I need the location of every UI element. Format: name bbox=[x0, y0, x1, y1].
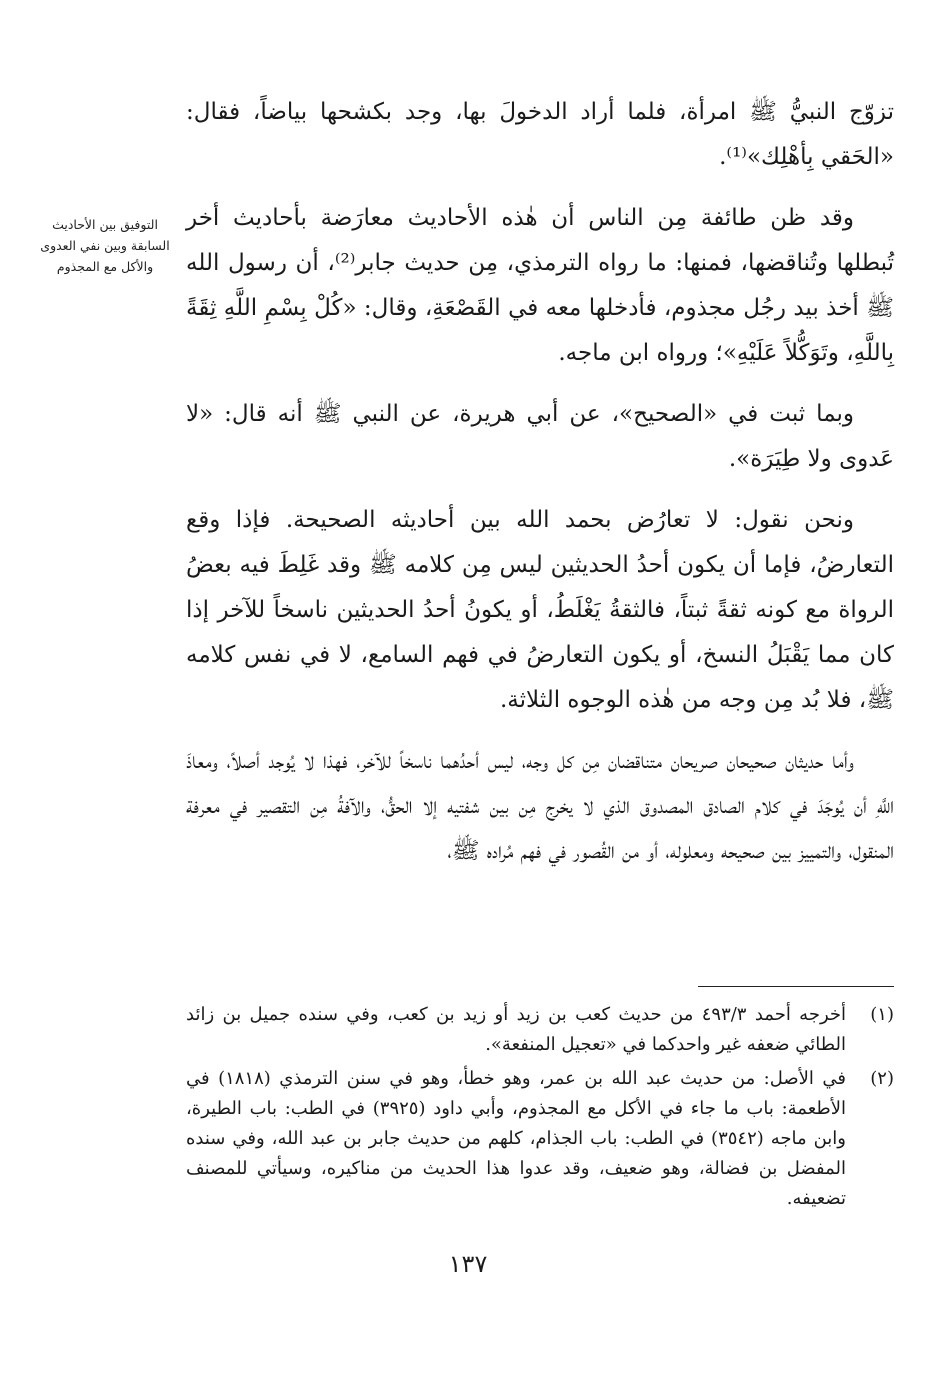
footnote-text: أخرجه أحمد ٤٩٣/٣ من حديث كعب بن زيد أو زيد بن كعب، وفي سنده جميل بن زائد الطائي ضعفه غير واحدكما في «تعجيل المنفعة». bbox=[186, 1004, 847, 1055]
paragraph-3: وبما ثبت في «الصحيح»، عن أبي هريرة، عن النبي ﷺ أنه قال: «لا عَدوى ولا طِيَرَة». bbox=[186, 401, 894, 472]
footnote-number: (١) bbox=[870, 1004, 894, 1025]
footnote-text: في الأصل: من حديث عبد الله بن عمر، وهو خطأ، وهو في سنن الترمذي (١٨١٨) في الأطعمة: باب ما جاء في الأكل مع المجذوم، وأبي داود (٣٩٢٥) في الطب: باب الطيرة، وابن ماجه (٣٥٤٢) في الطب: باب الجذام، كلهم من حديث جابر بن عبد الله، وفي سنده المفضل بن فضالة، وهو ضعيف، وقد عدوا هذا الحديث من مناكيره، وسيأتي للمصنف تضعيفه. bbox=[186, 1068, 847, 1209]
paragraph-2: وقد ظن طائفة مِن الناس أن هٰذه الأحاديث معارَضة بأحاديث أخر تُبطلها وتُناقضها، فمنها: ما رواه الترمذي، مِن حديث جابر⁽²⁾، أن رسول الله ﷺ أخذ بيد رجُل مجذوم، فأدخلها معه في القَصْعَةِ، وقال: «كُلْ بِسْمِ اللَّهِ ثِقَةً بِاللَّهِ، وتَوَكُّلاً عَلَيْهِ»؛ ورواه ابن ماجه. bbox=[186, 205, 894, 366]
page-number: ١٣٧ bbox=[448, 1250, 488, 1278]
paragraph-1: تزوّج النبيُّ ﷺ امرأة، فلما أراد الدخولَ بها، وجد بكشحها بياضاً، فقال: «الحَقي بِأهْلِك»⁽¹⁾. bbox=[186, 99, 894, 170]
paragraph-4: ونحن نقول: لا تعارُض بحمد الله بين أحاديثه الصحيحة. فإذا وقع التعارضُ، فإما أن يكون أحدُ الحديثين ليس مِن كلامه ﷺ وقد غَلِطَ فيه بعضُ الرواة مع كونه ثقةً ثبتاً، فالثقةُ يَغْلَطُ، أو يكونُ أحدُ الحديثين ناسخاً للآخر إذا كان مما يَقْبَلُ النسخ، أو يكون التعارضُ في فهم السامع، لا في نفس كلامه ﷺ، فلا بُد مِن وجه من هٰذه الوجوه الثلاثة. bbox=[186, 507, 894, 713]
paragraph-5: وأما حديثان صحيحان صريحان متناقضان مِن كل وجه، ليس أحدُهما ناسخاً للآخر، فهذا لا يُوجد أصلاً، ومعاذَ اللَّهِ أن يُوجَدَ في كلام الصادق المصدوق الذي لا يخرج مِن بين شفتيه إلا الحقُّ، والآفةُ مِن التقصير في معرفة المنقول، والتمييز بين صحيحه ومعلوله، أو من القُصور في فهم مُراده ﷺ، bbox=[186, 748, 894, 864]
footnote-number: (٢) bbox=[870, 1068, 894, 1089]
footnote-divider bbox=[698, 986, 894, 987]
footnote-1 bbox=[186, 1000, 894, 1060]
footnote-2 bbox=[186, 1064, 894, 1214]
main-text bbox=[186, 90, 894, 874]
margin-note: التوفيق بين الأحاديث السابقة وبين نفي العدوى والأكل مع المجذوم bbox=[40, 217, 170, 274]
footnotes bbox=[186, 1000, 894, 1218]
